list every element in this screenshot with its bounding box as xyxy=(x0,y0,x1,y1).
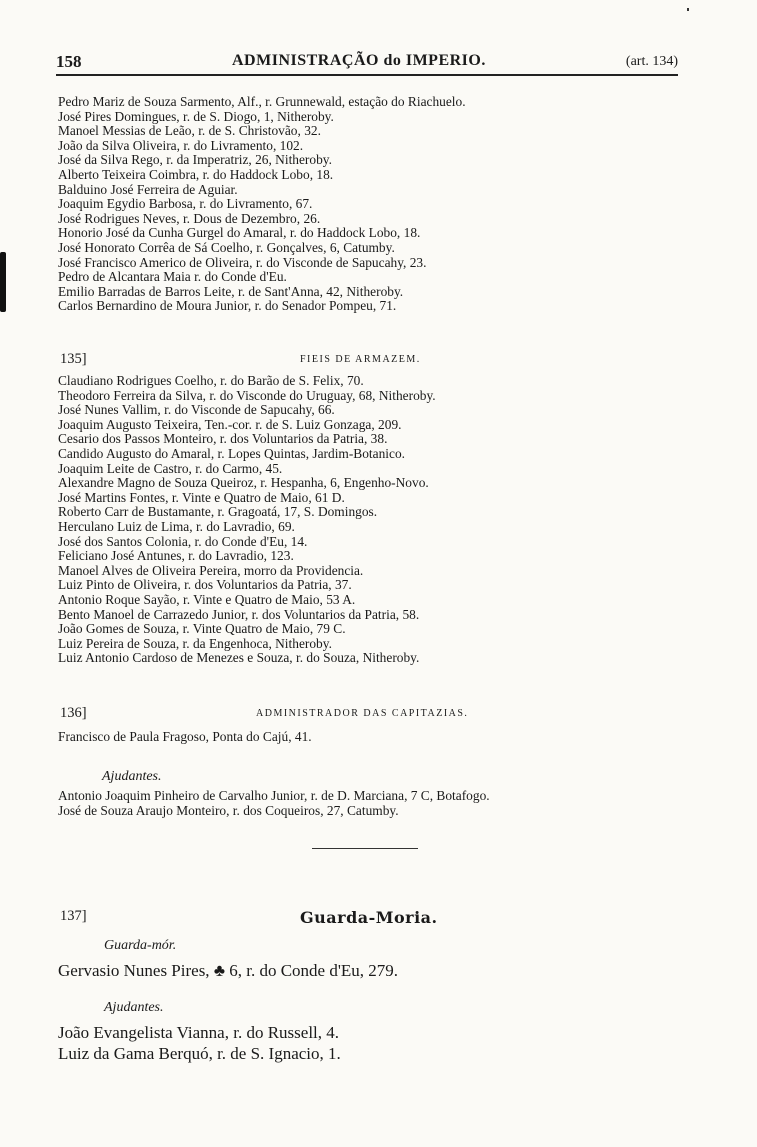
list-item: Roberto Carr de Bustamante, r. Gragoatá, 17, S. Domingos. xyxy=(58,504,378,520)
page-header xyxy=(56,52,678,76)
list-item: Alexandre Magno de Souza Queiroz, r. Hespanha, 6, Engenho-Novo. xyxy=(58,475,429,491)
list-item: José Nunes Vallim, r. do Visconde de Sapucahy, 66. xyxy=(58,402,335,418)
guarda-mor-name: Gervasio Nunes Pires, xyxy=(58,961,210,980)
section-divider xyxy=(312,848,418,849)
section-137-ajudantes-list xyxy=(58,1022,678,1064)
list-item: José de Souza Araujo Monteiro, r. dos Coqueiros, 27, Catumby. xyxy=(58,802,399,818)
list-item: José da Silva Rego, r. da Imperatriz, 26, Nitheroby. xyxy=(58,152,332,168)
margin-ink-mark xyxy=(0,252,6,312)
list-item: José Martins Fontes, r. Vinte e Quatro de Maio, 61 D. xyxy=(58,489,345,505)
list-item: Antonio Roque Sayão, r. Vinte e Quatro de Maio, 53 A. xyxy=(58,591,356,607)
list-item: Luiz Antonio Cardoso de Menezes e Souza, r. do Souza, Nitheroby. xyxy=(58,650,420,666)
list-item: José Honorato Corrêa de Sá Coelho, r. Gonçalves, 6, Catumby. xyxy=(58,239,395,255)
list-item: Feliciano José Antunes, r. do Lavradio, 123. xyxy=(58,548,294,564)
list-item: Emilio Barradas de Barros Leite, r. de Sant'Anna, 42, Nitheroby. xyxy=(58,283,404,299)
list-item: João da Silva Oliveira, r. do Livramento, 102. xyxy=(58,137,304,153)
section-title: ADMINISTRADOR DAS CAPITAZIAS. xyxy=(256,708,469,719)
guarda-mor-entry xyxy=(58,960,678,981)
section-136-list xyxy=(58,730,678,745)
list-item: Antonio Joaquim Pinheiro de Carvalho Junior, r. de D. Marciana, 7 C, Botafogo. xyxy=(58,788,490,803)
subheading-ajudantes: Ajudantes. xyxy=(104,1000,164,1015)
list-item: Luiz Pinto de Oliveira, r. dos Voluntarios da Patria, 37. xyxy=(58,577,352,593)
list-item: Claudiano Rodrigues Coelho, r. do Barão de S. Felix, 70. xyxy=(58,373,364,388)
intro-list xyxy=(58,95,678,314)
list-item: José Francisco Americo de Oliveira, r. do Visconde de Sapucahy, 23. xyxy=(58,254,427,270)
list-item: João Evangelista Vianna, r. do Russell, 4. xyxy=(58,1023,340,1042)
list-item: Candido Augusto do Amaral, r. Lopes Quintas, Jardim-Botanico. xyxy=(58,445,405,461)
list-item: Carlos Bernardino de Moura Junior, r. do Senador Pompeu, 71. xyxy=(58,298,397,314)
page-number: 158 xyxy=(56,52,82,71)
list-item: José Rodrigues Neves, r. Dous de Dezembro, 26. xyxy=(58,210,321,226)
section-title: Guarda-Moria. xyxy=(300,908,438,927)
list-item: Luiz da Gama Berquó, r. de S. Ignacio, 1. xyxy=(58,1044,341,1063)
list-item: Pedro de Alcantara Maia r. do Conde d'Eu. xyxy=(58,269,287,285)
list-item: Herculano Luiz de Lima, r. do Lavradio, 69. xyxy=(58,518,295,534)
list-item: Joaquim Egydio Barbosa, r. do Livramento, 67. xyxy=(58,196,313,212)
guarda-mor-address: 6, r. do Conde d'Eu, 279. xyxy=(229,961,399,980)
list-item: Joaquim Leite de Castro, r. do Carmo, 45. xyxy=(58,460,283,476)
list-item: Bento Manoel de Carrazedo Junior, r. dos Voluntarios da Patria, 58. xyxy=(58,606,420,622)
list-item: João Gomes de Souza, r. Vinte Quatro de Maio, 79 C. xyxy=(58,621,346,637)
list-item: Theodoro Ferreira da Silva, r. do Visconde do Uruguay, 68, Nitheroby. xyxy=(58,387,436,403)
list-item: Pedro Mariz de Souza Sarmento, Alf., r. Grunnewald, estação do Riachuelo. xyxy=(58,94,466,109)
list-item: Alberto Teixeira Coimbra, r. do Haddock Lobo, 18. xyxy=(58,166,334,182)
list-item: José dos Santos Colonia, r. do Conde d'Eu, 14. xyxy=(58,533,308,549)
list-item: Luiz Pereira de Souza, r. da Engenhoca, Nitheroby. xyxy=(58,635,332,651)
section-title: FIEIS DE ARMAZEM. xyxy=(300,354,421,365)
section-135-list xyxy=(58,374,678,666)
page-title: ADMINISTRAÇÃO do IMPERIO. xyxy=(232,52,486,69)
list-item: Manoel Alves de Oliveira Pereira, morro da Providencia. xyxy=(58,562,364,578)
list-item: Honorio José da Cunha Gurgel do Amaral, r. do Haddock Lobo, 18. xyxy=(58,225,421,241)
subheading-ajudantes: Ajudantes. xyxy=(102,769,162,784)
list-item: José Pires Domingues, r. de S. Diogo, 1, Nitheroby. xyxy=(58,108,334,124)
subheading-guarda-mor: Guarda-mór. xyxy=(104,938,177,953)
section-135-heading xyxy=(60,351,680,369)
list-item: Balduino José Ferreira de Aguiar. xyxy=(58,181,238,197)
list-item: Cesario dos Passos Monteiro, r. dos Voluntarios da Patria, 38. xyxy=(58,431,388,447)
section-number: 135] xyxy=(60,351,87,367)
clover-icon: ♣ xyxy=(213,961,225,980)
article-reference: (art. 134) xyxy=(625,54,678,69)
list-item: Joaquim Augusto Teixeira, Ten.-cor. r. de S. Luiz Gonzaga, 209. xyxy=(58,416,402,432)
list-item: Manoel Messias de Leão, r. de S. Christovão, 32. xyxy=(58,123,321,139)
ink-speck xyxy=(687,8,689,11)
section-136-heading xyxy=(60,705,680,723)
section-number: 137] xyxy=(60,908,87,924)
section-number: 136] xyxy=(60,705,87,721)
list-item xyxy=(58,960,678,981)
list-item: Francisco de Paula Fragoso, Ponta do Cajú, 41. xyxy=(58,729,312,744)
section-136-ajudantes-list xyxy=(58,789,678,818)
